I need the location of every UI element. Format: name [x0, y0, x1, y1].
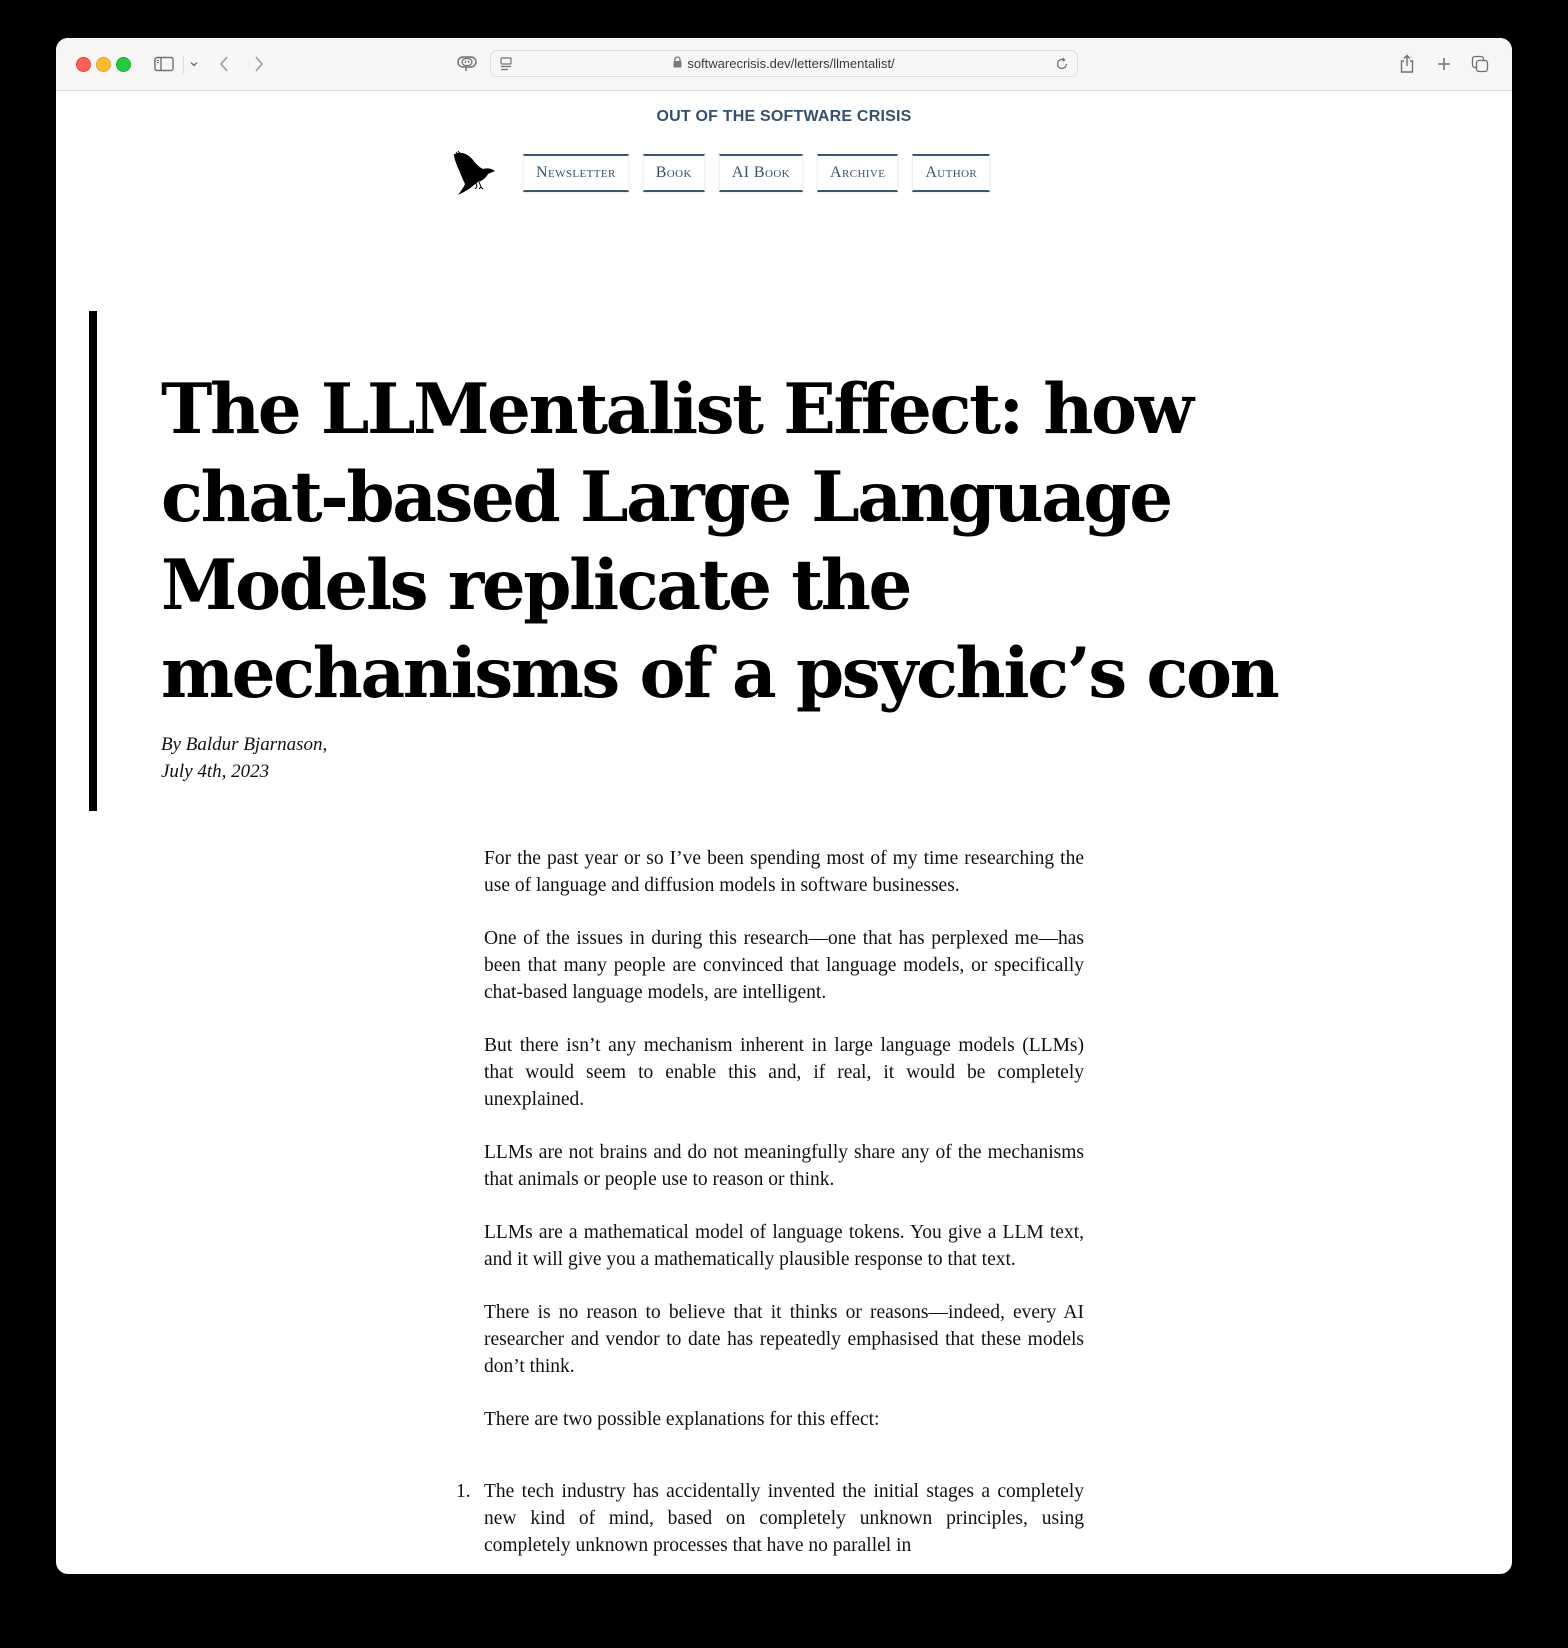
- nav-newsletter[interactable]: Newsletter: [523, 154, 629, 192]
- chevron-down-icon[interactable]: [187, 52, 201, 76]
- nav-author[interactable]: Author: [912, 154, 990, 192]
- article-byline: [161, 731, 327, 785]
- sidebar-icon[interactable]: [152, 52, 176, 76]
- tabs-overview-icon[interactable]: [1469, 52, 1491, 76]
- toolbar-divider: [183, 56, 184, 74]
- explanations-list: [456, 1478, 1084, 1559]
- nav-archive[interactable]: Archive: [817, 154, 898, 192]
- minimize-window-button[interactable]: [96, 57, 111, 72]
- translate-icon[interactable]: [455, 52, 479, 76]
- publish-date: July 4th, 2023: [161, 761, 270, 782]
- bird-icon[interactable]: [449, 149, 501, 197]
- page-content: [56, 91, 1512, 1574]
- paragraph: But there isn’t any mechanism inherent in large language models (LLMs) that would seem to enable this and, if real, it would be completely unexplained.: [484, 1035, 1084, 1110]
- paragraph: For the past year or so I’ve been spending most of my time researching the use of language and diffusion models in software businesses.: [484, 848, 1084, 896]
- back-icon[interactable]: [214, 52, 234, 76]
- nav-book[interactable]: Book: [643, 154, 705, 192]
- list-item: [456, 1478, 1084, 1559]
- list-number: 1.: [456, 1481, 471, 1502]
- paragraph: LLMs are a mathematical model of language tokens. You give a LLM text, and it will give you a mathematically plausible response to that text.: [484, 1222, 1084, 1270]
- lock-icon: [673, 51, 682, 76]
- article-title: The LLMentalist Effect: how chat-based Large Language Models replicate the mechanisms of a psychic’s con: [161, 369, 1278, 714]
- article-header: [89, 311, 1397, 811]
- browser-window: [56, 38, 1512, 1574]
- address-bar[interactable]: [490, 50, 1078, 77]
- browser-toolbar: [56, 38, 1512, 91]
- author-name: By Baldur Bjarnason,: [161, 734, 328, 755]
- url-display[interactable]: [491, 51, 1077, 76]
- zoom-window-button[interactable]: [116, 57, 131, 72]
- article-body: [456, 845, 1084, 1559]
- new-tab-icon[interactable]: [1433, 52, 1455, 76]
- paragraph: There is no reason to believe that it thinks or reasons—indeed, every AI researcher and vendor to date has repeatedly emphasised that these models don’t think.: [484, 1302, 1084, 1377]
- paragraph: LLMs are not brains and do not meaningfully share any of the mechanisms that animals or people use to reason or think.: [484, 1142, 1084, 1190]
- list-item-text: The tech industry has accidentally invented the initial stages a completely new kind of mind, based on completely unknown principles, using completely unknown processes that have no parallel in: [484, 1481, 1084, 1556]
- site-nav: [449, 151, 1004, 195]
- url-text: softwarecrisis.dev/letters/llmentalist/: [687, 56, 895, 71]
- close-window-button[interactable]: [76, 57, 91, 72]
- reload-icon[interactable]: [1053, 54, 1071, 74]
- share-icon[interactable]: [1396, 52, 1418, 76]
- nav-ai-book[interactable]: AI Book: [719, 154, 803, 192]
- site-title[interactable]: OUT OF THE SOFTWARE CRISIS: [656, 108, 912, 125]
- paragraph: One of the issues in during this research—one that has perplexed me—has been that many people are convinced that language models, or specifically chat-based language models, are intelligent.: [484, 928, 1084, 1003]
- paragraph: There are two possible explanations for this effect:: [484, 1409, 880, 1430]
- forward-icon[interactable]: [249, 52, 269, 76]
